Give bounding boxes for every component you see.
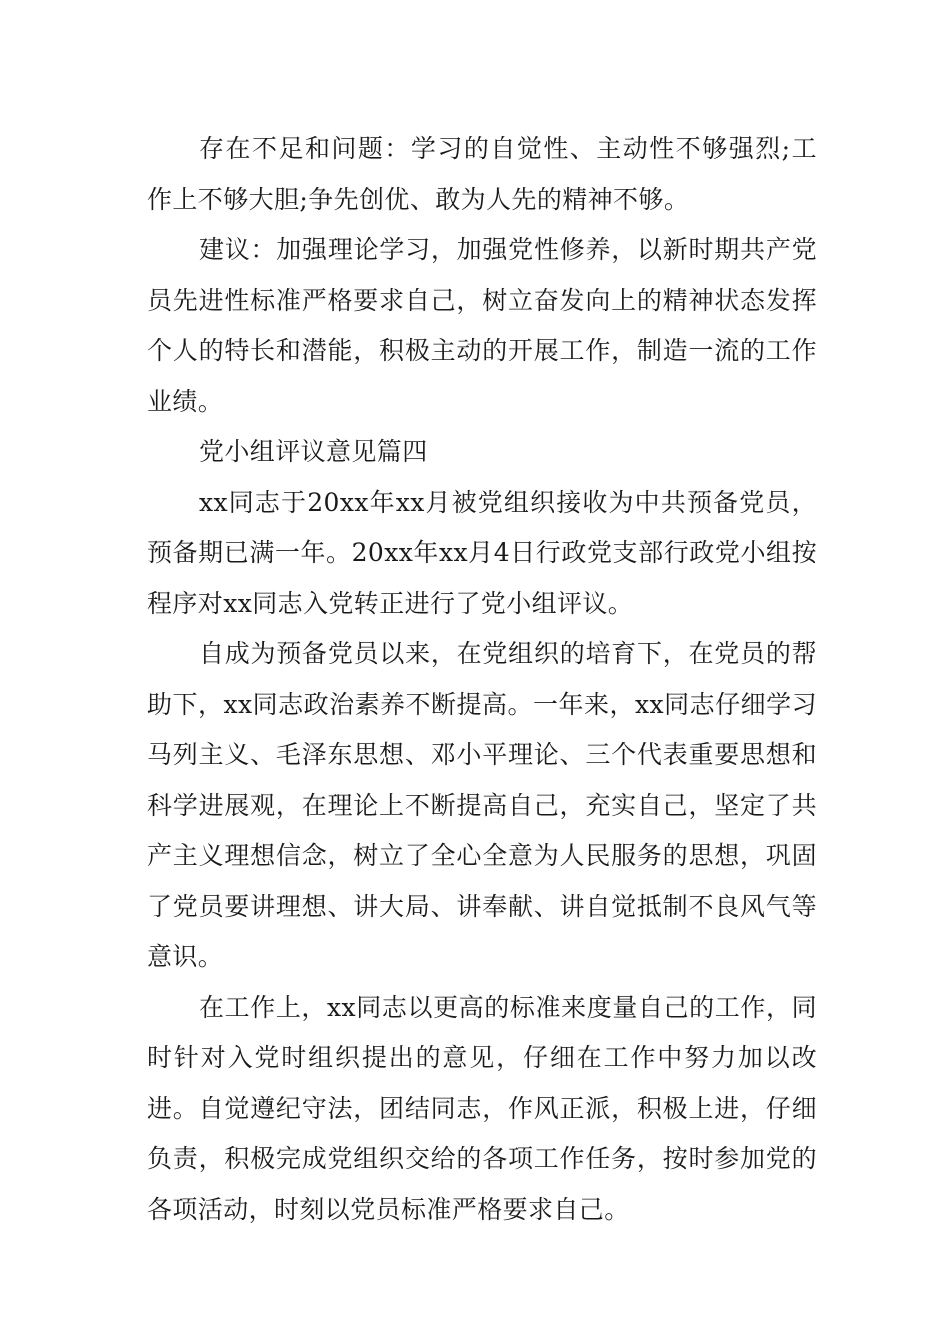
paragraph-suggestions: 建议：加强理论学习，加强党性修养，以新时期共产党员先进性标准严格要求自己，树立奋发向上的精神状态发挥个人的特长和潜能，积极主动的开展工作，制造一流的工作业绩。 bbox=[147, 235, 817, 416]
document-page bbox=[147, 124, 817, 1235]
paragraph-work-performance: 在工作上，xx同志以更高的标准来度量自己的工作，同时针对入党时组织提出的意见，仔细在工作中努力加以改进。自觉遵纪守法，团结同志，作风正派，积极上进，仔细负责，积极完成党组织交给的各项工作任务，按时参加党的各项活动，时刻以党员标准严格要求自己。 bbox=[147, 992, 817, 1224]
paragraph-political-growth: 自成为预备党员以来，在党组织的培育下，在党员的帮助下，xx同志政治素养不断提高。一年来，xx同志仔细学习马列主义、毛泽东思想、邓小平理论、三个代表重要思想和科学进展观，在理论上不断提高自己，充实自己，坚定了共产主义理想信念，树立了全心全意为人民服务的思想，巩固了党员要讲理想、讲大局、讲奉献、讲自觉抵制不良风气等意识。 bbox=[147, 639, 817, 971]
section-title: 党小组评议意见篇四 bbox=[199, 437, 428, 466]
paragraph-shortcomings: 存在不足和问题：学习的自觉性、主动性不够强烈;工作上不够大胆;争先创优、敢为人先的精神不够。 bbox=[147, 134, 817, 214]
paragraph-probation: xx同志于20xx年xx月被党组织接收为中共预备党员，预备期已满一年。20xx年xx月4日行政党支部行政党小组按程序对xx同志入党转正进行了党小组评议。 bbox=[147, 487, 817, 618]
